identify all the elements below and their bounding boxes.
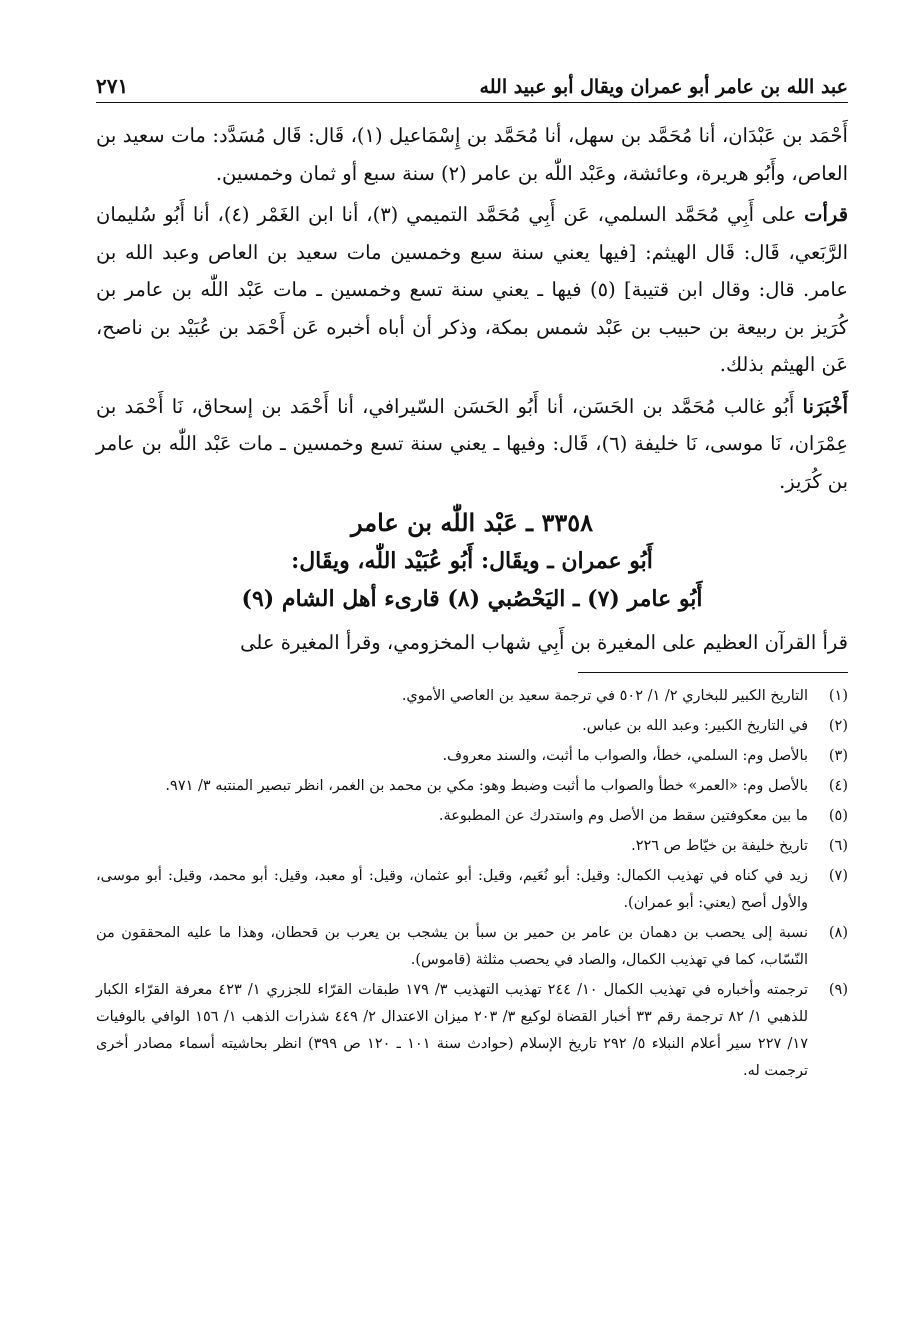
footnote-text: ترجمته وأخباره في تهذيب الكمال ١٠/ ٢٤٤ تهذيب التهذيب ٣/ ١٧٩ طبقات القرّاء للجزري ١/ ٤٢٣ معرفة القرّاء الكبار للذهبي ١/ ٨٢ ترجمة رقم ٣٣ أخبار القضاة لوكيع ٣/ ٢٠٣ ميزان الاعتدال ٢/ ٤٤٩ شذرات الذهب ١/ ١٥٦ الوافي بالوفيات ١٧/ ٢٢٧ سير أعلام النبلاء ٥/ ٢٩٢ تاريخ الإسلام (حوادث سنة ١٠١ ـ ١٢٠ ص ٣٩٩) انظر بحاشيته أسماء مصادر أخرى ترجمت له. — [96, 981, 808, 1079]
footnotes — [96, 683, 848, 1085]
footnote-text: بالأصل وم: «العمر» خطأ والصواب ما أثبت وضبط وهو: مكي بن محمد بن الغمر، انظر تبصير المنتبه ٣/ ٩٧١. — [165, 777, 808, 794]
entry-heading-line-3: أَبُو عامر (٧) ـ اليَحْصُبي (٨) قارىء أهل الشام (٩) — [241, 586, 703, 612]
footnote-number: (٧) — [828, 867, 848, 884]
footnote — [96, 713, 848, 740]
footnote-text: ما بين معكوفتين سقط من الأصل وم واستدرك عن المطبوعة. — [438, 807, 808, 824]
footnote-text: في التاريخ الكبير: وعبد الله بن عباس. — [582, 717, 808, 734]
paragraph-text: أَحْمَد بن عَبْدَان، أنا مُحَمَّد بن سهل، أنا مُحَمَّد بن إِسْمَاعيل (١)، قَال: قَال مُسَدَّد: مات سعيد بن العاص، وأَبُو هريرة، وعائشة، وعَبْد اللّٰه بن عامر (٢) سنة سبع أو ثمان وخمسين. — [96, 124, 848, 185]
paragraph-lead: أَخْبَرَنا — [802, 394, 848, 418]
page-header — [96, 58, 848, 103]
footnote — [96, 743, 848, 770]
paragraph-text: على أَبِي مُحَمَّد السلمي، عَن أَبِي مُحَمَّد التميمي (٣)، أنا ابن الغَمْر (٤)، أنا أَبُو سُليمان الرَّبَعي، قَال: قَال الهيثم: [فيها يعني سنة سبع وخمسين مات سعيد بن العاص وعبد الله بن عامر. قال: وقال ابن قتيبة] (٥) فيها ـ يعني سنة تسع وخمسين ـ مات عَبْد اللّٰه بن عامر بن كُرَيز بن ربيعة بن حبيب بن عَبْد شمس بمكة، وذكر أن أباه أخبره عَن أَحْمَد بن عُبَيْد بن ناصح، عَن الهيثم بذلك. — [96, 203, 849, 376]
footnote-number: (٣) — [828, 747, 848, 764]
footnote-text: زيد في كناه في تهذيب الكمال: وقيل: أبو نُعَيم، وقيل: أبو عثمان، وقيل: أو معبد، وقيل: أبو محمد، وقيل: أبو موسى، والأول أصح (يعني: أبو عمران). — [96, 867, 808, 911]
entry-heading-line-2: أَبُو عمران ـ ويقَال: أَبُو عُبَيْد اللّٰه، ويقَال: — [291, 548, 653, 574]
entry-heading-line-1: ٣٣٥٨ ـ عَبْد اللّٰه بن عامر — [350, 508, 593, 537]
footnote-separator — [578, 672, 848, 673]
footnote-number: (٥) — [828, 807, 848, 824]
footnote — [96, 920, 848, 974]
footnote-text: التاريخ الكبير للبخاري ٢/ ١/ ٥٠٢ في ترجمة سعيد بن العاصي الأموي. — [401, 687, 808, 704]
footnote — [96, 977, 848, 1085]
footnote-number: (٢) — [828, 717, 848, 734]
footnote-text: نسبة إلى يحصب بن دهمان بن عامر بن حمير بن سبأ بن يشجب بن يعرب بن قحطان، وهذا ما عليه المحققون من النّسّاب، كما في تهذيب الكمال، والصاد في يحصب مثلثة (قاموس). — [96, 924, 808, 968]
paragraph-2 — [96, 196, 848, 384]
paragraph-lead: قرأت — [804, 203, 849, 226]
footnote-number: (٤) — [828, 777, 848, 794]
footnote-number: (٩) — [828, 981, 848, 998]
footnote-number: (٦) — [828, 837, 848, 854]
footnote-number: (١) — [828, 687, 848, 704]
running-title: عبد الله بن عامر أبو عمران ويقال أبو عبيد الله — [479, 76, 848, 98]
footnote — [96, 833, 848, 860]
footnote-text: بالأصل وم: السلمي، خطأ، والصواب ما أثبت، والسند معروف. — [442, 747, 808, 764]
footnote — [96, 803, 848, 830]
footnote — [96, 683, 848, 710]
footnote — [96, 863, 848, 917]
paragraph-3 — [96, 388, 848, 501]
footnote-text: تاريخ خليفة بن خيّاط ص ٢٢٦. — [631, 837, 808, 854]
footnote-number: (٨) — [828, 924, 848, 941]
entry-body-text: قرأ القرآن العظيم على المغيرة بن أَبِي شهاب المخزومي، وقرأ المغيرة على — [240, 631, 848, 654]
paragraph-text: أَبُو غالب مُحَمَّد بن الحَسَن، أنا أَبُو الحَسَن السّيرافي، أنا أَحْمَد بن إسحاق، نَا أَحْمَد بن عِمْرَان، نَا موسى، نَا خليفة (٦)، قَال: وفيها ـ يعني سنة تسع وخمسين ـ مات عَبْد اللّٰه بن عامر بن كُرَيز. — [96, 394, 848, 493]
footnote — [96, 773, 848, 800]
main-text — [96, 117, 848, 662]
book-page — [96, 58, 848, 1088]
paragraph-1 — [96, 117, 848, 192]
page-number: ٢٧١ — [96, 74, 129, 98]
